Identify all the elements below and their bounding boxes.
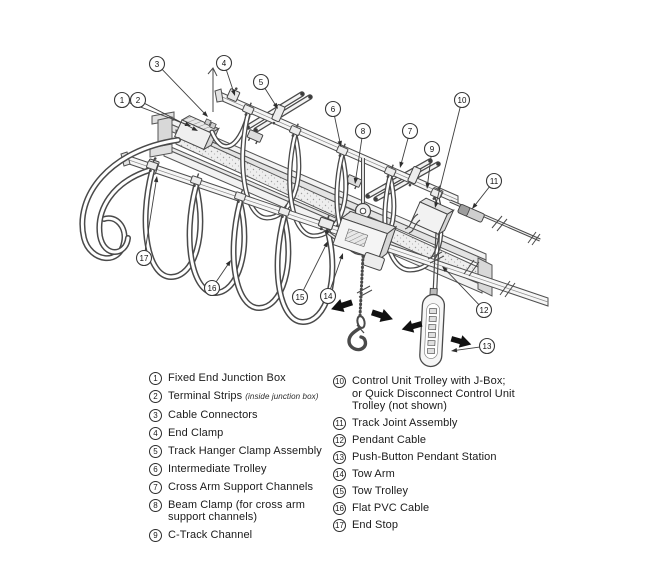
legend-item-text bbox=[168, 427, 223, 440]
legend-item-text bbox=[168, 409, 258, 422]
legend-column-right bbox=[333, 375, 529, 536]
legend-item-2 bbox=[149, 390, 337, 404]
legend-item-1 bbox=[149, 372, 337, 385]
callout-number: 17 bbox=[139, 254, 149, 263]
callout-number: 3 bbox=[154, 60, 160, 69]
legend-item-text bbox=[352, 375, 515, 413]
legend-item-3 bbox=[149, 409, 337, 422]
legend-item-label: Terminal Strips bbox=[168, 390, 243, 402]
legend-item-label: Cross Arm Support Channels bbox=[168, 480, 314, 493]
leader-arrowhead bbox=[451, 348, 457, 352]
legend-number-badge: 15 bbox=[333, 485, 346, 498]
push-button-pendant-station bbox=[419, 288, 445, 367]
leader-arrowhead bbox=[399, 162, 403, 168]
callout-number: 14 bbox=[323, 292, 333, 301]
legend-number-badge: 8 bbox=[149, 499, 162, 512]
legend-item-text bbox=[352, 417, 458, 430]
callout-number: 11 bbox=[489, 177, 499, 186]
legend-item-6 bbox=[149, 463, 337, 476]
legend-number-badge: 17 bbox=[333, 519, 346, 532]
legend-item-label: C-Track Channel bbox=[168, 528, 253, 541]
leader-arrowhead bbox=[154, 176, 158, 182]
legend-item-label: Beam Clamp (for cross arm bbox=[168, 498, 305, 511]
legend-item-5 bbox=[149, 445, 337, 458]
callout-number: 4 bbox=[221, 59, 227, 68]
callout-number: 13 bbox=[482, 342, 492, 351]
legend-number-badge: 10 bbox=[333, 375, 346, 388]
leader-arrowhead bbox=[226, 260, 231, 266]
legend-item-17 bbox=[333, 519, 529, 532]
leader-arrowhead bbox=[339, 253, 343, 259]
legend-item-text bbox=[168, 481, 313, 494]
legend-item-text bbox=[168, 445, 322, 458]
legend-item-label: Fixed End Junction Box bbox=[168, 372, 286, 384]
legend-item-label: Tow Trolley bbox=[352, 484, 409, 497]
leader-line bbox=[216, 264, 228, 282]
legend-item-text bbox=[352, 434, 426, 447]
legend-item-label: Control Unit Trolley with J-Box; bbox=[352, 375, 506, 387]
legend-item-label: End Stop bbox=[352, 518, 399, 531]
leader-arrowhead bbox=[323, 241, 328, 247]
callout-number: 15 bbox=[295, 293, 305, 302]
callout-number: 2 bbox=[135, 96, 141, 105]
legend-item-label: or Quick Disconnect Control Unit bbox=[352, 387, 515, 400]
legend-item-text bbox=[352, 502, 429, 515]
leader-line bbox=[401, 138, 408, 163]
legend-item-label: Tow Arm bbox=[352, 467, 395, 480]
callout-5 bbox=[254, 75, 279, 110]
legend-number-badge: 4 bbox=[149, 427, 162, 440]
legend-item-label: Pendant Cable bbox=[352, 433, 427, 446]
legend-item-text bbox=[352, 468, 395, 481]
legend-item-label: Cable Connectors bbox=[168, 408, 258, 421]
leader-line bbox=[162, 69, 204, 113]
leader-line bbox=[265, 88, 275, 104]
legend-item-11 bbox=[333, 417, 529, 430]
beam-clamp-1 bbox=[246, 129, 263, 145]
travel-arrow-right-hook bbox=[370, 306, 395, 326]
legend-item-10 bbox=[333, 375, 529, 413]
callout-number: 9 bbox=[429, 145, 435, 154]
legend-column-left bbox=[149, 372, 337, 547]
legend-item-12 bbox=[333, 434, 529, 447]
legend-item-label: Flat PVC Cable bbox=[352, 501, 430, 514]
legend-item-15 bbox=[333, 485, 529, 498]
callout-number: 16 bbox=[207, 284, 217, 293]
legend-item-16 bbox=[333, 502, 529, 515]
legend-number-badge: 14 bbox=[333, 468, 346, 481]
callout-7 bbox=[399, 124, 417, 169]
legend-item-text bbox=[168, 499, 305, 524]
legend-item-8 bbox=[149, 499, 337, 524]
legend-number-badge: 13 bbox=[333, 451, 346, 464]
legend-item-label: Track Joint Assembly bbox=[352, 416, 458, 429]
callout-3 bbox=[150, 57, 209, 118]
legend-item-text bbox=[168, 372, 286, 385]
callout-number: 12 bbox=[479, 306, 489, 315]
legend-item-9 bbox=[149, 529, 337, 542]
callout-number: 6 bbox=[330, 105, 336, 114]
legend-number-badge: 16 bbox=[333, 502, 346, 515]
legend-number-badge: 12 bbox=[333, 434, 346, 447]
callout-11 bbox=[472, 174, 502, 210]
leader-line bbox=[335, 116, 340, 142]
legend-item-label: Intermediate Trolley bbox=[168, 462, 267, 475]
leader-line bbox=[303, 245, 325, 290]
legend-item-text bbox=[168, 390, 319, 404]
legend-item-text bbox=[168, 463, 267, 476]
leader-line bbox=[475, 187, 489, 205]
legend-item-label: Trolley (not shown) bbox=[352, 400, 448, 412]
callout-number: 10 bbox=[457, 96, 467, 105]
hoist-hook bbox=[349, 315, 366, 349]
legend-item-text bbox=[352, 519, 398, 532]
legend-item-text bbox=[168, 529, 252, 542]
callout-number: 1 bbox=[119, 96, 125, 105]
legend-item-label: support channels) bbox=[168, 511, 258, 523]
legend-number-badge: 7 bbox=[149, 481, 162, 494]
callout-number: 5 bbox=[258, 78, 264, 87]
travel-arrow-left-pendant bbox=[400, 318, 424, 336]
callout-number: 8 bbox=[360, 127, 366, 136]
legend-number-badge: 11 bbox=[333, 417, 346, 430]
leader-line bbox=[436, 107, 460, 203]
legend-item-text bbox=[352, 485, 408, 498]
leader-line bbox=[456, 347, 480, 350]
legend-number-badge: 1 bbox=[149, 372, 162, 385]
legend-item-label: End Clamp bbox=[168, 426, 224, 439]
legend-item-7 bbox=[149, 481, 337, 494]
front-c-track bbox=[121, 152, 548, 306]
track-joint-assembly bbox=[450, 201, 540, 245]
legend-item-13 bbox=[333, 451, 529, 464]
legend-item-4 bbox=[149, 427, 337, 440]
legend-item-note: (inside junction box) bbox=[245, 392, 319, 401]
callout-number: 7 bbox=[407, 127, 413, 136]
leader-line bbox=[226, 70, 233, 91]
legend-number-badge: 5 bbox=[149, 445, 162, 458]
legend-item-label: Track Hanger Clamp Assembly bbox=[168, 444, 322, 457]
legend-number-badge: 2 bbox=[149, 390, 162, 403]
legend-number-badge: 9 bbox=[149, 529, 162, 542]
legend-item-14 bbox=[333, 468, 529, 481]
legend-item-label: Push-Button Pendant Station bbox=[352, 450, 497, 463]
legend-number-badge: 6 bbox=[149, 463, 162, 476]
legend-number-badge: 3 bbox=[149, 409, 162, 422]
legend-item-text bbox=[352, 451, 497, 464]
